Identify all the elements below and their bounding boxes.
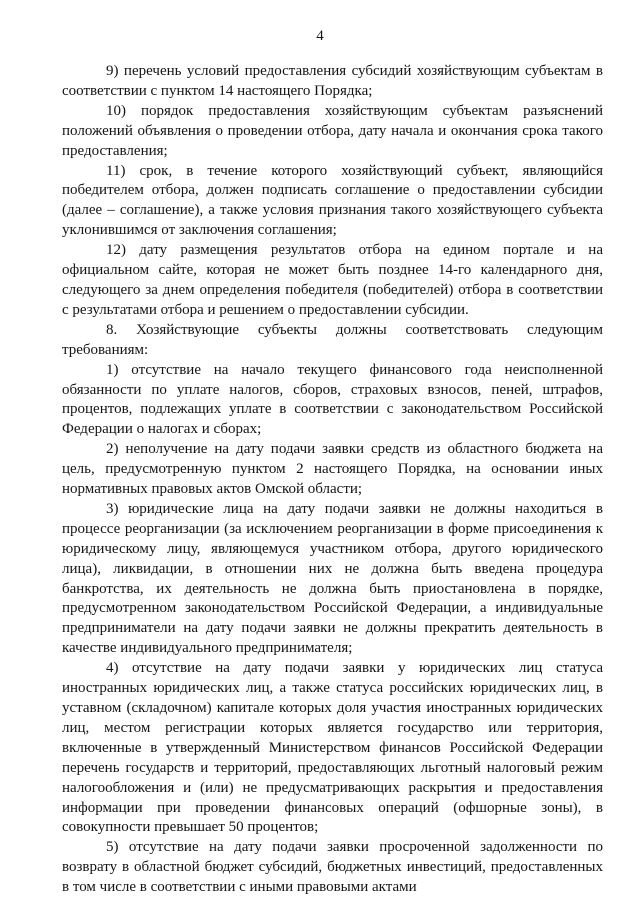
page-number: 4	[316, 28, 324, 44]
paragraph-item-11-agreement-deadline: 11) срок, в течение которого хозяйствующий субъект, являющийся победителем отбора, должен подписать соглашение о предоставлении субсидии (далее – соглашение), а также условия признания такого хозяйствующего субъекта уклонившимся от заключения соглашения;	[62, 162, 603, 239]
paragraph-item-9-list-conditions: 9) перечень условий предоставления субсидий хозяйствующим субъектам в соответствии с пунктом 14 настоящего Порядка;	[62, 63, 603, 99]
paragraph-item-10-clarifications: 10) порядок предоставления хозяйствующим субъектам разъяснений положений объявления о проведении отбора, дату начала и окончания срока такого предоставления;	[62, 102, 603, 159]
document-body	[62, 62, 603, 898]
paragraph-requirement-1-tax-debts: 1) отсутствие на начало текущего финансового года неисполненной обязанности по уплате налогов, сборов, страховых взносов, пеней, штрафов, процентов, подлежащих уплате в соответствии с законодательством Российской Федерации о налогах и сборах;	[62, 361, 603, 438]
paragraph-requirement-2-no-other-funds: 2) неполучение на дату подачи заявки средств из областного бюджета на цель, предусмотренную пунктом 2 настоящего Порядка, на основании иных нормативных правовых актов Омской области;	[62, 441, 603, 498]
paragraph-requirement-4-no-foreign-status: 4) отсутствие на дату подачи заявки у юридических лиц статуса иностранных юридических лиц, а также статуса российских юридических лиц, в уставном (складочном) капитале которых доля участия иностранных юридических лиц, местом регистрации которых является государство или территория, включенные в утвержденный Министерством финансов Российской Федерации перечень государств и территорий, предоставляющих льготный налоговый режим налогообложения и (или) не предусматривающих раскрытия и предоставления информации при проведении финансовых операций (офшорные зоны), в совокупности превышает 50 процентов;	[62, 660, 603, 836]
paragraph-section-8-requirements: 8. Хозяйствующие субъекты должны соответствовать следующим требованиям:	[62, 321, 603, 358]
paragraph-requirement-5-no-overdue-debt: 5) отсутствие на дату подачи заявки просроченной задолженности по возврату в областной бюджет субсидий, бюджетных инвестиций, предоставленных в том числе в соответствии с иными правовыми актами	[62, 839, 603, 896]
paragraph-item-12-results-publication: 12) дату размещения результатов отбора на едином портале и на официальном сайте, которая не может быть позднее 14-го календарного дня, следующего за днем определения победителя (победителей) отбора в соответствии с результатами отбора и решением о предоставлении субсидии.	[62, 242, 603, 318]
paragraph-requirement-3-no-reorganization: 3) юридические лица на дату подачи заявки не должны находиться в процессе реорганизации (за исключением реорганизации в форме присоединения к юридическому лицу, являющемуся участником отбора, другого юридического лица), ликвидации, в отношении них не должна быть введена процедура банкротства, их деятельность не должна быть приостановлена в порядке, предусмотренном законодательством Российской Федерации, а индивидуальные предприниматели на дату подачи заявки не должны прекратить деятельность в качестве индивидуального предпринимателя;	[62, 500, 603, 657]
